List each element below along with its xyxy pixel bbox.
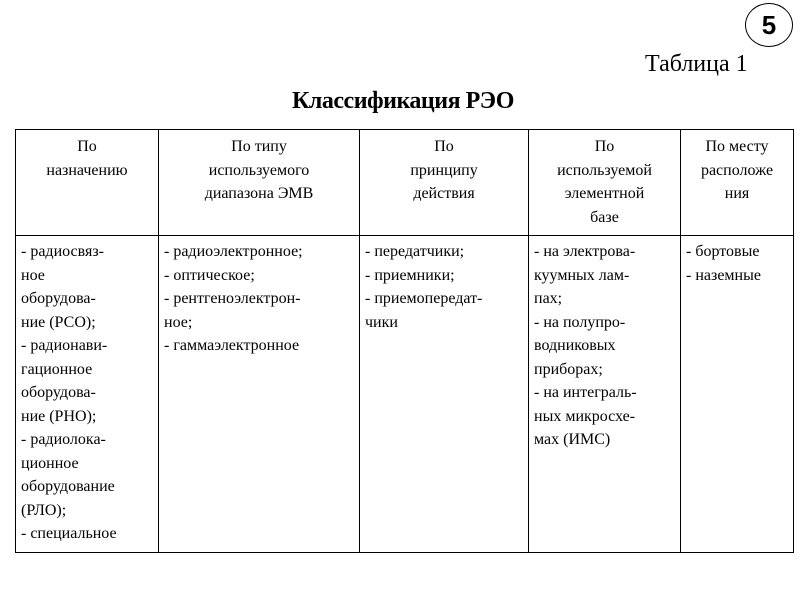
cell-line: оборудова-	[21, 384, 96, 401]
cell-line: - гаммаэлектронное	[164, 337, 300, 354]
header-line: элементной	[564, 185, 645, 202]
cell-line: - на полупро-	[534, 313, 626, 331]
cell-line: - приемопередат-	[365, 290, 483, 307]
header-principle	[360, 130, 529, 236]
cell-line: чики	[365, 313, 398, 331]
header-purpose	[16, 130, 159, 236]
cell-line: - на интеграль-	[534, 384, 637, 401]
header-emw-range	[159, 130, 360, 236]
cell-line: - рентгеноэлектрон-	[164, 290, 301, 307]
cell-line: (РЛО);	[21, 501, 67, 519]
classification-table	[15, 129, 794, 553]
cell-line: ное	[21, 266, 45, 284]
header-line: назначению	[46, 161, 128, 179]
cell-line: пах;	[534, 290, 563, 307]
cell-line: ние (РНО);	[21, 407, 97, 425]
cell-line: - оптическое;	[164, 266, 255, 284]
header-line: По типу	[231, 138, 287, 155]
header-line: действия	[413, 185, 475, 202]
table-header-row	[16, 130, 794, 236]
cell-line: водниковых	[534, 337, 616, 354]
table-label: Таблица 1	[645, 51, 748, 77]
cell-line: приборах;	[534, 360, 603, 378]
slide-number-badge	[745, 3, 793, 47]
cell-line: - радиолока-	[21, 431, 106, 448]
cell-element-base	[529, 236, 681, 553]
cell-line: - радиоэлектронное;	[164, 243, 303, 260]
page-title: Классификация РЭО	[292, 88, 514, 114]
cell-line: - наземные	[686, 266, 761, 284]
header-line: используемой	[557, 161, 652, 179]
cell-line: гационное	[21, 360, 93, 378]
slide-number: 5	[761, 9, 777, 40]
cell-emw-range	[159, 236, 360, 553]
header-line: базе	[590, 208, 619, 226]
cell-line: ное;	[164, 313, 193, 331]
cell-purpose	[16, 236, 159, 553]
header-line: По	[77, 138, 97, 155]
cell-location	[681, 236, 794, 553]
cell-line: куумных лам-	[534, 266, 630, 284]
cell-line: - радиосвяз-	[21, 243, 104, 260]
cell-principle	[360, 236, 529, 553]
cell-line: ционное	[21, 454, 79, 472]
header-line: расположе	[700, 161, 774, 179]
header-line: диапазона ЭМВ	[204, 185, 314, 202]
header-line: используемого	[208, 161, 310, 179]
header-line: принципу	[410, 161, 478, 179]
cell-line: оборудова-	[21, 290, 96, 307]
cell-line: - радионави-	[21, 337, 108, 354]
header-location	[681, 130, 794, 236]
cell-line: - передатчики;	[365, 243, 465, 260]
cell-line: ных микросхе-	[534, 407, 636, 425]
cell-line: оборудование	[21, 478, 115, 495]
header-line: ния	[724, 185, 750, 202]
cell-line: - приемники;	[365, 266, 455, 284]
header-line: По месту	[705, 138, 769, 155]
cell-line: ние (РСО);	[21, 313, 96, 331]
header-element-base	[529, 130, 681, 236]
header-line: По	[594, 138, 615, 155]
cell-line: мах (ИМС)	[534, 431, 611, 448]
header-line: По	[434, 138, 454, 155]
cell-line: - специальное	[21, 525, 117, 542]
cell-line: - на электрова-	[534, 243, 636, 260]
table-row	[16, 236, 794, 553]
cell-line: - бортовые	[686, 243, 760, 260]
